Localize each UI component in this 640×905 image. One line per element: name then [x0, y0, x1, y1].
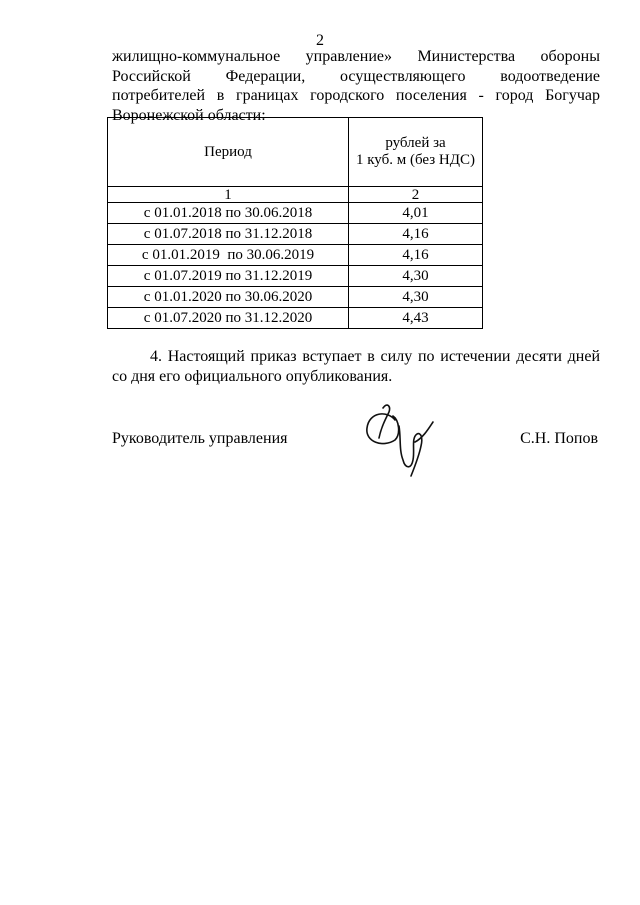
table-row	[108, 245, 483, 266]
period-cell: с 01.07.2020 по 31.12.2020	[108, 308, 349, 329]
table-header-row	[108, 118, 483, 187]
header-period: Период	[108, 118, 349, 187]
period-cell: с 01.01.2019 по 30.06.2019	[108, 245, 349, 266]
table-row	[108, 287, 483, 308]
column-number-1: 1	[108, 187, 349, 203]
header-rate-line1: рублей за	[385, 135, 446, 151]
table-row	[108, 266, 483, 287]
rate-cell: 4,16	[349, 245, 483, 266]
page-number: 2	[316, 32, 324, 49]
rate-cell: 4,30	[349, 266, 483, 287]
table-row	[108, 308, 483, 329]
table-row	[108, 224, 483, 245]
period-cell: с 01.07.2019 по 31.12.2019	[108, 266, 349, 287]
signatory-position: Руководитель управления	[112, 430, 288, 447]
column-number-row	[108, 187, 483, 203]
handwritten-signature	[355, 398, 455, 480]
rate-cell: 4,30	[349, 287, 483, 308]
period-cell: с 01.07.2018 по 31.12.2018	[108, 224, 349, 245]
header-rate-line2: 1 куб. м (без НДС)	[355, 152, 475, 168]
clause-4-paragraph: 4. Настоящий приказ вступает в силу по истечении десяти дней со дня его официального опубликования.	[112, 348, 600, 385]
rate-cell: 4,16	[349, 224, 483, 245]
period-cell: с 01.01.2018 по 30.06.2018	[108, 203, 349, 224]
period-cell: с 01.01.2020 по 30.06.2020	[108, 287, 349, 308]
rate-cell: 4,01	[349, 203, 483, 224]
rate-cell: 4,43	[349, 308, 483, 329]
tariff-table	[107, 117, 483, 329]
column-number-2: 2	[349, 187, 483, 203]
table-row	[108, 203, 483, 224]
signatory-name: С.Н. Попов	[520, 430, 598, 447]
intro-paragraph: жилищно-коммунальное управление» Министерства обороны Российской Федерации, осуществляющего водоотведение потребителей в границах городского поселения - город Богучар Воронежской области:	[112, 48, 600, 124]
header-rate	[349, 118, 483, 187]
